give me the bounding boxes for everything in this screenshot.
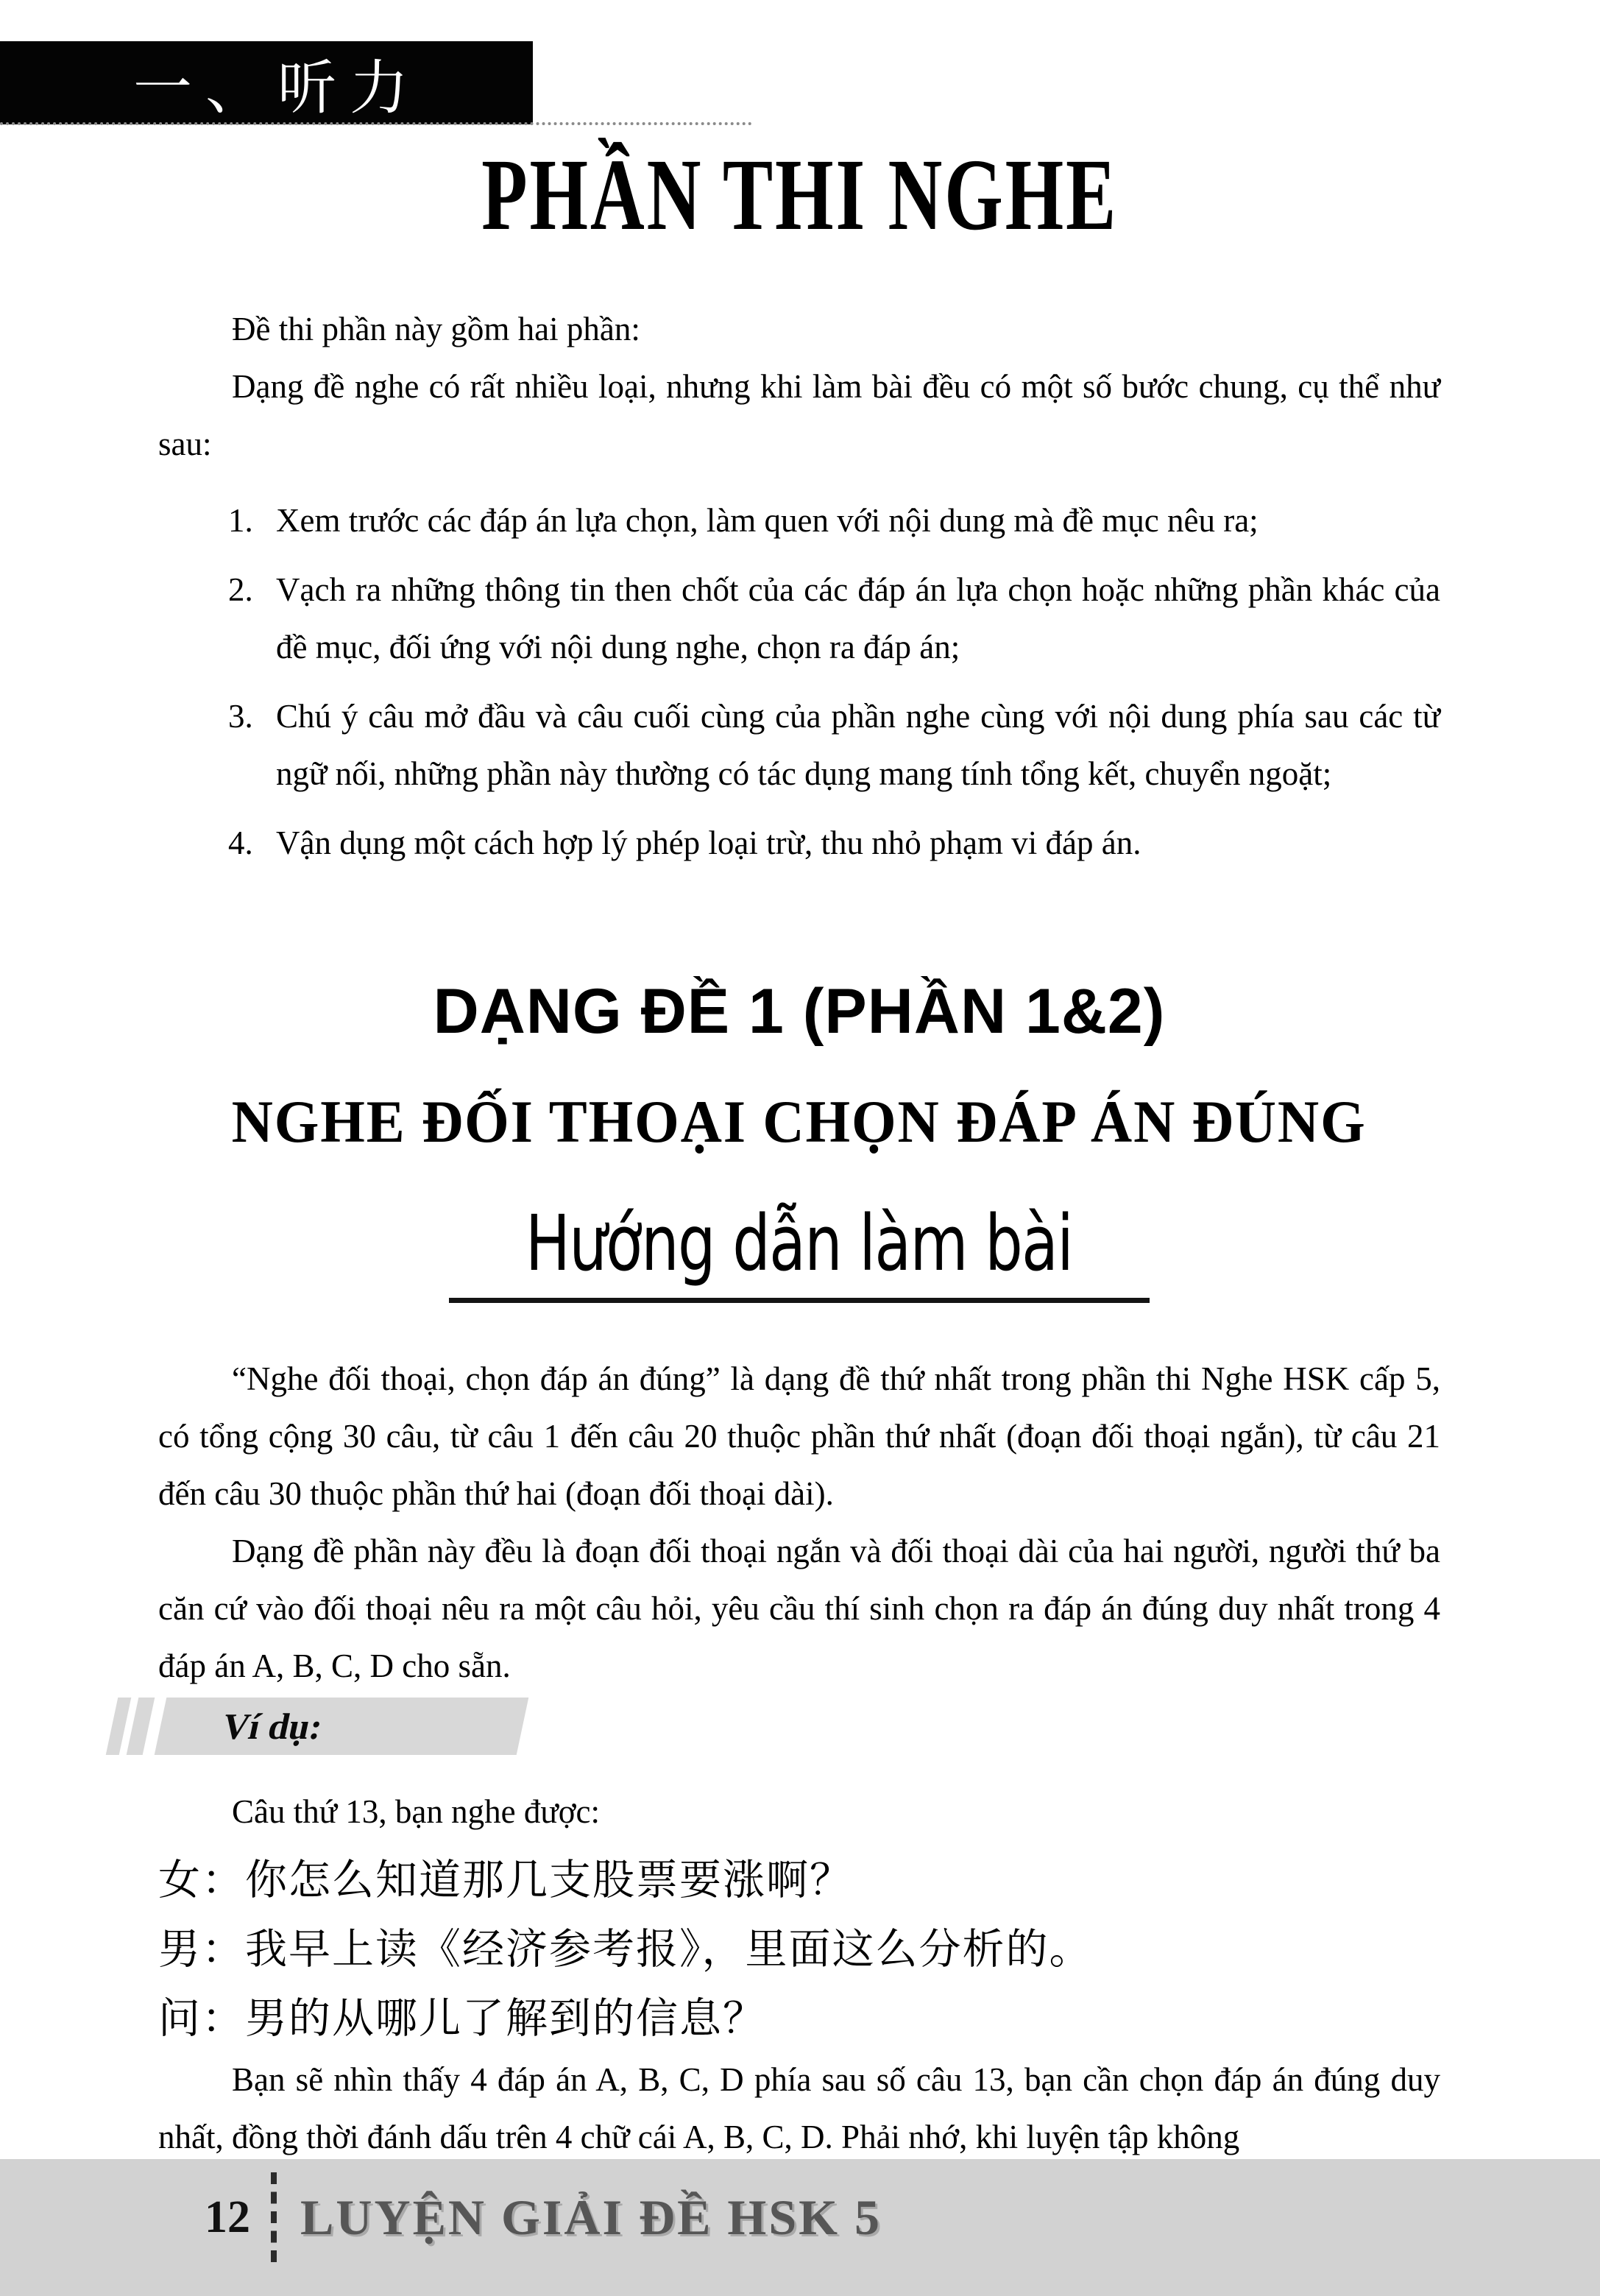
page-title: PHẦN THI NGHE [481, 137, 1119, 252]
list-item-number: 1. [228, 502, 253, 539]
list-item-text: Vận dụng một cách hợp lý phép loại trừ, thu nhỏ phạm vi đáp án. [276, 824, 1141, 861]
list-item-number: 3. [228, 698, 253, 735]
list-item-text: Xem trước các đáp án lựa chọn, làm quen với nội dung mà đề mục nêu ra; [276, 502, 1259, 539]
list-item-number: 2. [228, 571, 253, 608]
example-label: Ví dụ: [219, 1706, 327, 1747]
section-subheading-wrap [158, 1085, 1440, 1159]
chapter-header-bar [0, 41, 533, 124]
main-text-column [158, 300, 1440, 2166]
list-item [158, 561, 1440, 676]
intro-paragraph-2: Dạng đề nghe có rất nhiều loại, nhưng khi làm bài đều có một số bước chung, cụ thể như sau: [158, 368, 1440, 462]
list-item [158, 688, 1440, 802]
guide-heading-wrap [158, 1198, 1440, 1303]
section-paragraph-2: Dạng đề phần này đều là đoạn đối thoại ngắn và đối thoại dài của hai người, người thứ ba căn cứ vào đối thoại nêu ra một câu hỏi, yêu cầu thí sinh chọn ra đáp án đúng duy nhất trong 4 đáp án A, B, C, D cho sẵn. [158, 1533, 1440, 1684]
dialogue-block [158, 1846, 1440, 2054]
list-item-number: 4. [228, 824, 253, 861]
list-item [158, 814, 1440, 872]
list-item-text: Chú ý câu mở đầu và câu cuối cùng của phần nghe cùng với nội dung phía sau các từ ngữ nối, những phần này thường có tác dụng mang tính tổng kết, chuyển ngoặt; [276, 698, 1440, 792]
guide-heading-underline [449, 1298, 1150, 1303]
steps-list [158, 492, 1440, 872]
dialogue-line-woman: 女：你怎么知道那几支股票要涨啊？ [158, 1857, 853, 1904]
example-intro: Câu thứ 13, bạn nghe được: [232, 1793, 600, 1830]
section-paragraph-1: “Nghe đối thoại, chọn đáp án đúng” là dạng đề thứ nhất trong phần thi Nghe HSK cấp 5, có tổng cộng 30 câu, từ câu 1 đến câu 20 thuộc phần thứ nhất (đoạn đối thoại ngắn), từ câu 21 đến câu 30 thuộc phần thứ hai (đoạn đối thoại dài). [158, 1360, 1440, 1512]
page-title-wrap [0, 138, 1600, 251]
book-title: LUYỆN GIẢI ĐỀ HSK 5 [300, 2189, 882, 2245]
banner-stripe [127, 1698, 155, 1755]
closing-paragraph: Bạn sẽ nhìn thấy 4 đáp án A, B, C, D phía sau số câu 13, bạn cần chọn đáp án đúng duy nhất, đồng thời đánh dấu trên 4 chữ cái A, B, C, D. Phải nhớ, khi luyện tập không [158, 2061, 1440, 2155]
guide-heading: Hướng dẫn làm bài [525, 1198, 1073, 1288]
list-item-text: Vạch ra những thông tin then chốt của các đáp án lựa chọn hoặc những phần khác của đề mục, đối ứng với nội dung nghe, chọn ra đáp án; [276, 571, 1440, 665]
section-subheading: NGHE ĐỐI THOẠI CHỌN ĐÁP ÁN ĐÚNG [231, 1088, 1367, 1155]
page-number: 12 [205, 2191, 250, 2242]
banner-body [155, 1698, 529, 1755]
section-heading: DẠNG ĐỀ 1 (PHẦN 1&2) [433, 976, 1166, 1047]
header-dotted-rule [0, 122, 752, 125]
dialogue-line-man: 男：我早上读《经济参考报》，里面这么分析的。 [158, 1926, 1093, 1973]
page-footer [0, 2159, 1600, 2296]
chapter-title: 一、听力 [133, 57, 422, 121]
footer-divider [271, 2172, 277, 2262]
footer-content [205, 2172, 882, 2262]
dialogue-line-question: 问：男的从哪儿了解到的信息？ [158, 1996, 766, 2042]
example-banner [110, 1698, 567, 1755]
list-item [158, 492, 1440, 549]
intro-paragraph-1: Đề thi phần này gồm hai phần: [232, 311, 640, 347]
